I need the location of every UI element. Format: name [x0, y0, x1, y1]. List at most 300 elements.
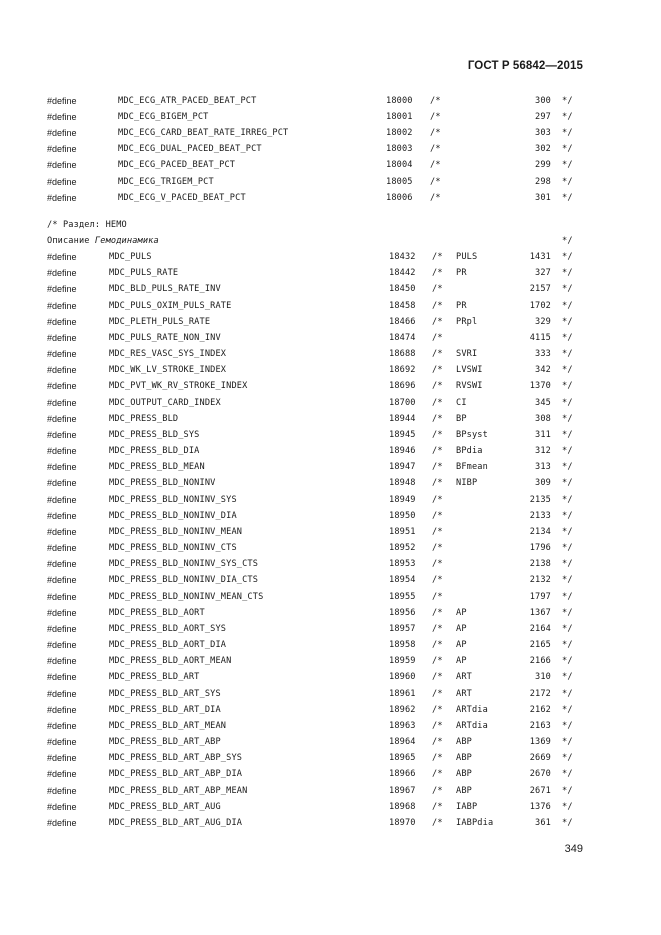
macro-code: 18962 [389, 704, 416, 715]
comment-open: /* [432, 478, 443, 489]
define-line [0, 689, 661, 703]
define-keyword: #define [47, 96, 77, 106]
define-keyword: #define [47, 268, 77, 279]
reference-value: 2132 [529, 575, 551, 586]
comment-close: */ [562, 543, 573, 554]
define-keyword: #define [47, 801, 77, 812]
macro-code: 18966 [389, 769, 416, 780]
define-keyword: #define [47, 413, 77, 424]
comment-close: */ [562, 591, 573, 602]
macro-code: 18965 [389, 753, 416, 764]
reference-value: 361 [535, 817, 551, 828]
macro-name: MDC_PRESS_BLD_ART_ABP_DIA [109, 769, 243, 780]
abbreviation: ABP [456, 785, 472, 796]
macro-code: 18949 [389, 494, 416, 505]
macro-name: MDC_ECG_BIGEM_PCT [118, 112, 209, 123]
macro-code: 18003 [386, 144, 413, 155]
define-line [0, 317, 661, 331]
define-line [0, 495, 661, 509]
define-keyword: #define [47, 543, 77, 554]
comment-open: /* [432, 688, 443, 699]
define-line [0, 365, 661, 379]
comment-open: /* [430, 160, 441, 171]
macro-name: MDC_WK_LV_STROKE_INDEX [109, 365, 227, 376]
section-comment-line [0, 220, 661, 234]
define-line [0, 268, 661, 282]
abbreviation: CI [456, 397, 467, 408]
define-line [0, 414, 661, 428]
macro-name: MDC_ECG_PACED_BEAT_PCT [118, 160, 236, 171]
macro-name: MDC_PRESS_BLD_NONINV [109, 478, 216, 489]
abbreviation: LVSWI [456, 365, 483, 376]
comment-open: /* [430, 112, 441, 123]
reference-value: 2135 [529, 494, 551, 505]
macro-name: MDC_PRESS_BLD_ART_AUG [109, 801, 221, 812]
macro-code: 18450 [389, 284, 416, 295]
macro-name: MDC_RES_VASC_SYS_INDEX [109, 349, 227, 360]
comment-open: /* [432, 591, 443, 602]
define-line [0, 786, 661, 800]
define-line [0, 640, 661, 654]
define-line [0, 559, 661, 573]
reference-value: 302 [535, 144, 551, 155]
reference-value: 303 [535, 128, 551, 139]
define-line [0, 301, 661, 315]
comment-open: /* [432, 623, 443, 634]
comment-close: */ [562, 144, 573, 155]
macro-name: MDC_PRESS_BLD_SYS [109, 429, 200, 440]
define-line [0, 128, 661, 142]
define-keyword: #define [47, 785, 77, 796]
macro-code: 18001 [386, 112, 413, 123]
reference-value: 308 [535, 413, 551, 424]
comment-close: */ [562, 672, 573, 683]
macro-name: MDC_PRESS_BLD_DIA [109, 446, 200, 457]
define-keyword: #define [47, 672, 77, 683]
reference-value: 2133 [529, 510, 551, 521]
reference-value: 1367 [529, 607, 551, 618]
define-line [0, 96, 661, 110]
comment-close: */ [562, 510, 573, 521]
comment-open: /* [430, 192, 441, 203]
comment-open: /* [432, 413, 443, 424]
page-number: 349 [564, 843, 583, 855]
comment-open: /* [432, 300, 443, 311]
macro-name: MDC_PRESS_BLD_NONINV_DIA_CTS [109, 575, 259, 586]
comment-close: */ [562, 128, 573, 139]
macro-code: 18000 [386, 96, 413, 106]
comment-open: /* [432, 656, 443, 667]
macro-code: 18964 [389, 737, 416, 748]
macro-name: MDC_OUTPUT_CARD_INDEX [109, 397, 221, 408]
macro-name: MDC_PRESS_BLD_MEAN [109, 462, 205, 473]
comment-open: /* [430, 176, 441, 187]
macro-code: 18960 [389, 672, 416, 683]
comment-close: */ [562, 176, 573, 187]
macro-code: 18958 [389, 640, 416, 651]
macro-code: 18955 [389, 591, 416, 602]
define-line [0, 656, 661, 670]
comment-open: /* [432, 526, 443, 537]
reference-value: 342 [535, 365, 551, 376]
macro-name: MDC_PVT_WK_RV_STROKE_INDEX [109, 381, 248, 392]
define-keyword: #define [47, 704, 77, 715]
macro-code: 18688 [389, 349, 416, 360]
define-line [0, 543, 661, 557]
comment-open: /* [432, 252, 443, 262]
comment-close: */ [562, 688, 573, 699]
reference-value: 327 [535, 268, 551, 279]
reference-value: 345 [535, 397, 551, 408]
comment-close: */ [562, 160, 573, 171]
comment-close: */ [562, 462, 573, 473]
comment-open: /* [432, 801, 443, 812]
define-line [0, 349, 661, 363]
comment-close: */ [562, 494, 573, 505]
reference-value: 2669 [529, 753, 551, 764]
abbreviation: IABPdia [456, 817, 494, 828]
define-keyword: #define [47, 332, 77, 343]
comment-close: */ [562, 785, 573, 796]
define-line [0, 624, 661, 638]
abbreviation: AP [456, 640, 467, 651]
reference-value: 1796 [529, 543, 551, 554]
reference-value: 301 [535, 192, 551, 203]
comment-open: /* [432, 575, 443, 586]
comment-open: /* [432, 607, 443, 618]
macro-name: MDC_PRESS_BLD_NONINV_MEAN [109, 526, 243, 537]
comment-close: */ [562, 526, 573, 537]
macro-code: 18947 [389, 462, 416, 473]
macro-code: 18968 [389, 801, 416, 812]
abbreviation: BPdia [456, 446, 483, 457]
define-keyword: #define [47, 365, 77, 376]
macro-name: MDC_PULS_RATE_NON_INV [109, 332, 221, 343]
comment-open: /* [432, 704, 443, 715]
comment-close: */ [562, 720, 573, 731]
comment-close: */ [562, 96, 573, 106]
macro-code: 18946 [389, 446, 416, 457]
define-line [0, 705, 661, 719]
define-line [0, 144, 661, 158]
define-keyword: #define [47, 817, 77, 828]
comment-open: /* [432, 365, 443, 376]
comment-open: /* [432, 769, 443, 780]
macro-name: MDC_PRESS_BLD_ART_AUG_DIA [109, 817, 243, 828]
macro-code: 18945 [389, 429, 416, 440]
macro-name: MDC_PRESS_BLD_ART_ABP_SYS [109, 753, 243, 764]
abbreviation: ABP [456, 753, 472, 764]
define-line [0, 511, 661, 525]
define-line [0, 381, 661, 395]
macro-name: MDC_PULS [109, 252, 152, 262]
comment-close: */ [562, 769, 573, 780]
macro-name: MDC_PLETH_PULS_RATE [109, 316, 211, 327]
comment-open: /* [432, 494, 443, 505]
macro-name: MDC_ECG_V_PACED_BEAT_PCT [118, 192, 246, 203]
comment-open: /* [432, 332, 443, 343]
comment-close: */ [562, 656, 573, 667]
comment-open: /* [432, 737, 443, 748]
comment-close: */ [562, 300, 573, 311]
macro-name: MDC_ECG_CARD_BEAT_RATE_IRREG_PCT [118, 128, 289, 139]
abbreviation: ART [456, 672, 472, 683]
abbreviation: AP [456, 623, 467, 634]
comment-open: /* [432, 785, 443, 796]
macro-code: 18466 [389, 316, 416, 327]
macro-code: 18957 [389, 623, 416, 634]
comment-open: /* [432, 446, 443, 457]
macro-code: 18002 [386, 128, 413, 139]
reference-value: 333 [535, 349, 551, 360]
comment-open: /* [432, 397, 443, 408]
define-keyword: #define [47, 575, 77, 586]
comment-open: /* [430, 144, 441, 155]
macro-code: 18948 [389, 478, 416, 489]
define-keyword: #define [47, 397, 77, 408]
section-description-italic: Гемодинамика [94, 236, 159, 246]
macro-name: MDC_PRESS_BLD_AORT_DIA [109, 640, 227, 651]
comment-open: /* [432, 316, 443, 327]
reference-value: 2172 [529, 688, 551, 699]
define-keyword: #define [47, 623, 77, 634]
macro-name: MDC_ECG_TRIGEM_PCT [118, 176, 214, 187]
section-description-close: */ [562, 236, 573, 246]
define-line [0, 112, 661, 126]
comment-close: */ [562, 284, 573, 295]
define-line [0, 398, 661, 412]
reference-value: 313 [535, 462, 551, 473]
define-keyword: #define [47, 112, 77, 123]
macro-name: MDC_PRESS_BLD_NONINV_CTS [109, 543, 237, 554]
comment-close: */ [562, 192, 573, 203]
define-keyword: #define [47, 494, 77, 505]
reference-value: 309 [535, 478, 551, 489]
define-keyword: #define [47, 640, 77, 651]
macro-name: MDC_PRESS_BLD_ART_ABP_MEAN [109, 785, 248, 796]
macro-name: MDC_PRESS_BLD_ART_DIA [109, 704, 221, 715]
macro-name: MDC_PULS_RATE [109, 268, 179, 279]
comment-close: */ [562, 607, 573, 618]
comment-open: /* [432, 462, 443, 473]
define-line [0, 672, 661, 686]
abbreviation: NIBP [456, 478, 478, 489]
reference-value: 312 [535, 446, 551, 457]
macro-name: MDC_BLD_PULS_RATE_INV [109, 284, 221, 295]
macro-code: 18944 [389, 413, 416, 424]
reference-value: 1431 [529, 252, 551, 262]
abbreviation: BPsyst [456, 429, 488, 440]
comment-close: */ [562, 365, 573, 376]
reference-value: 311 [535, 429, 551, 440]
macro-code: 18006 [386, 192, 413, 203]
comment-close: */ [562, 332, 573, 343]
reference-value: 329 [535, 316, 551, 327]
macro-code: 18967 [389, 785, 416, 796]
macro-code: 18696 [389, 381, 416, 392]
macro-code: 18954 [389, 575, 416, 586]
define-line [0, 160, 661, 174]
reference-value: 299 [535, 160, 551, 171]
macro-name: MDC_PRESS_BLD_AORT [109, 607, 205, 618]
macro-code: 18953 [389, 559, 416, 570]
reference-value: 2166 [529, 656, 551, 667]
abbreviation: BFmean [456, 462, 488, 473]
abbreviation: PRpl [456, 316, 478, 327]
reference-value: 4115 [529, 332, 551, 343]
reference-value: 2157 [529, 284, 551, 295]
section-description-line [0, 236, 661, 250]
comment-close: */ [562, 429, 573, 440]
define-line [0, 430, 661, 444]
comment-open: /* [432, 672, 443, 683]
reference-value: 2671 [529, 785, 551, 796]
comment-close: */ [562, 252, 573, 262]
define-keyword: #define [47, 300, 77, 311]
define-line [0, 721, 661, 735]
define-keyword: #define [47, 478, 77, 489]
comment-open: /* [432, 543, 443, 554]
define-keyword: #define [47, 381, 77, 392]
comment-open: /* [432, 640, 443, 651]
macro-name: MDC_PRESS_BLD_ART_SYS [109, 688, 221, 699]
comment-open: /* [432, 429, 443, 440]
reference-value: 2134 [529, 526, 551, 537]
define-line [0, 446, 661, 460]
macro-name: MDC_PRESS_BLD_AORT_SYS [109, 623, 227, 634]
define-line [0, 252, 661, 266]
abbreviation: ARTdia [456, 704, 488, 715]
reference-value: 1369 [529, 737, 551, 748]
define-keyword: #define [47, 128, 77, 139]
macro-name: MDC_PRESS_BLD_ART_ABP [109, 737, 221, 748]
section-description [47, 236, 159, 246]
comment-close: */ [562, 397, 573, 408]
abbreviation: RVSWI [456, 381, 483, 392]
comment-open: /* [432, 268, 443, 279]
reference-value: 1797 [529, 591, 551, 602]
macro-code: 18442 [389, 268, 416, 279]
comment-close: */ [562, 381, 573, 392]
comment-open: /* [432, 720, 443, 731]
define-line [0, 753, 661, 767]
reference-value: 310 [535, 672, 551, 683]
reference-value: 1376 [529, 801, 551, 812]
comment-open: /* [432, 349, 443, 360]
define-keyword: #define [47, 526, 77, 537]
abbreviation: AP [456, 607, 467, 618]
define-keyword: #define [47, 607, 77, 618]
define-keyword: #define [47, 429, 77, 440]
macro-name: MDC_PRESS_BLD_NONINV_MEAN_CTS [109, 591, 264, 602]
section-description-prefix: Описание [47, 236, 95, 246]
define-line [0, 478, 661, 492]
reference-value: 1370 [529, 381, 551, 392]
define-keyword: #define [47, 591, 77, 602]
define-keyword: #define [47, 192, 77, 203]
abbreviation: ARTdia [456, 720, 488, 731]
macro-code: 18700 [389, 397, 416, 408]
reference-value: 2165 [529, 640, 551, 651]
macro-name: MDC_PRESS_BLD_NONINV_DIA [109, 510, 237, 521]
macro-code: 18970 [389, 817, 416, 828]
comment-close: */ [562, 349, 573, 360]
macro-name: MDC_PRESS_BLD_ART [109, 672, 200, 683]
reference-value: 300 [535, 96, 551, 106]
reference-value: 2162 [529, 704, 551, 715]
define-keyword: #define [47, 737, 77, 748]
define-keyword: #define [47, 769, 77, 780]
section-comment: /* Раздел: HEMO [47, 220, 127, 230]
abbreviation: ABP [456, 769, 472, 780]
define-line [0, 592, 661, 606]
define-keyword: #define [47, 252, 77, 262]
reference-value: 2138 [529, 559, 551, 570]
abbreviation: PR [456, 268, 467, 279]
macro-code: 18458 [389, 300, 416, 311]
define-keyword: #define [47, 462, 77, 473]
macro-name: MDC_PULS_OXIM_PULS_RATE [109, 300, 232, 311]
reference-value: 2164 [529, 623, 551, 634]
macro-code: 18951 [389, 526, 416, 537]
define-line [0, 802, 661, 816]
reference-value: 2163 [529, 720, 551, 731]
comment-close: */ [562, 112, 573, 123]
define-keyword: #define [47, 446, 77, 457]
macro-name: MDC_PRESS_BLD [109, 413, 179, 424]
define-keyword: #define [47, 284, 77, 295]
define-keyword: #define [47, 753, 77, 764]
reference-value: 298 [535, 176, 551, 187]
define-keyword: #define [47, 144, 77, 155]
comment-open: /* [432, 559, 443, 570]
define-keyword: #define [47, 160, 77, 171]
comment-close: */ [562, 446, 573, 457]
define-keyword: #define [47, 510, 77, 521]
macro-code: 18474 [389, 332, 416, 343]
comment-close: */ [562, 640, 573, 651]
macro-code: 18432 [389, 252, 416, 262]
comment-close: */ [562, 413, 573, 424]
define-line [0, 737, 661, 751]
define-line [0, 818, 661, 832]
comment-close: */ [562, 801, 573, 812]
comment-close: */ [562, 704, 573, 715]
macro-name: MDC_PRESS_BLD_NONINV_SYS [109, 494, 237, 505]
comment-close: */ [562, 817, 573, 828]
abbreviation: ART [456, 688, 472, 699]
comment-close: */ [562, 316, 573, 327]
define-keyword: #define [47, 316, 77, 327]
comment-open: /* [432, 510, 443, 521]
abbreviation: SVRI [456, 349, 478, 360]
reference-value: 297 [535, 112, 551, 123]
define-keyword: #define [47, 688, 77, 699]
macro-code: 18956 [389, 607, 416, 618]
comment-open: /* [430, 128, 441, 139]
abbreviation: BP [456, 413, 467, 424]
macro-code: 18961 [389, 688, 416, 699]
define-keyword: #define [47, 720, 77, 731]
macro-code: 18005 [386, 176, 413, 187]
abbreviation: IABP [456, 801, 478, 812]
comment-close: */ [562, 478, 573, 489]
define-line [0, 284, 661, 298]
macro-code: 18952 [389, 543, 416, 554]
comment-open: /* [432, 753, 443, 764]
comment-close: */ [562, 559, 573, 570]
define-keyword: #define [47, 559, 77, 570]
